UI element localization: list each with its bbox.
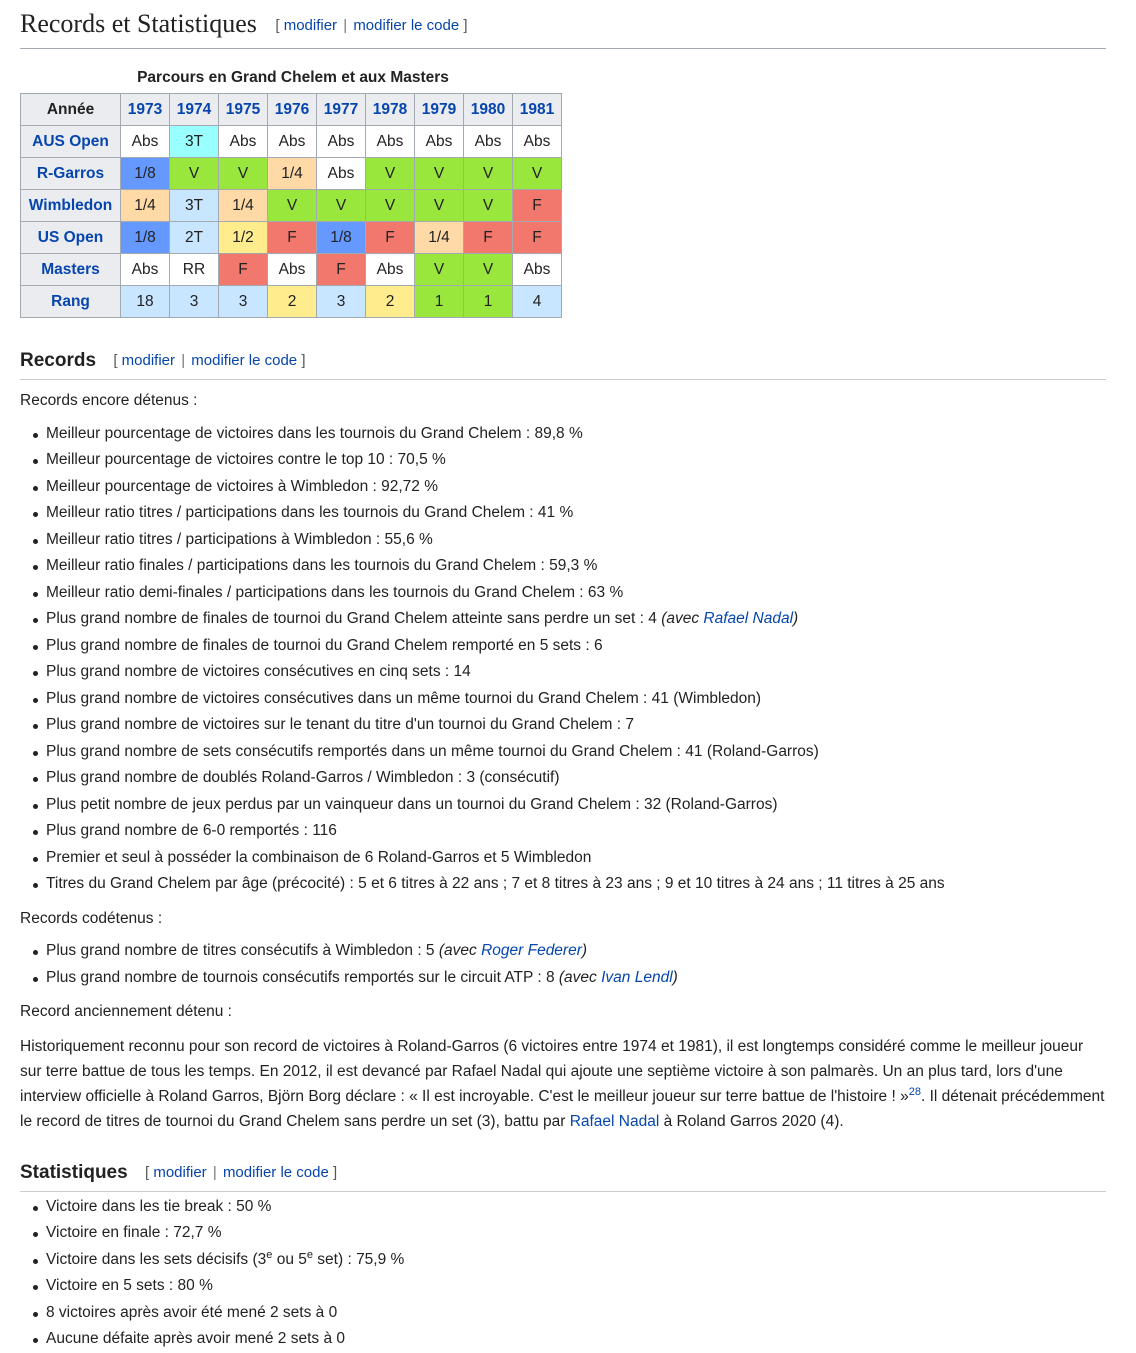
table-row — [21, 254, 562, 286]
result-cell: Abs — [268, 254, 317, 286]
result-cell: V — [268, 190, 317, 222]
year-link[interactable]: 1974 — [176, 100, 212, 118]
result-cell: 3T — [170, 126, 219, 158]
list-item: Meilleur pourcentage de victoires à Wimbledon : 92,72 % — [46, 474, 1106, 501]
edit-link[interactable]: modifier — [121, 352, 176, 370]
result-cell: 3 — [219, 286, 268, 318]
list-item: Meilleur ratio titres / participations dans les tournois du Grand Chelem : 41 % — [46, 500, 1106, 527]
table-row — [21, 286, 562, 318]
year-link[interactable]: 1973 — [127, 100, 163, 118]
year-link[interactable]: 1980 — [470, 100, 506, 118]
edit-links: [ modifier | modifier le code ] — [144, 1163, 338, 1181]
result-cell: F — [366, 222, 415, 254]
records-former-intro: Record anciennement détenu : — [20, 1003, 232, 1021]
section-heading-stats — [20, 1160, 1106, 1192]
edit-links: [ modifier | modifier le code ] — [113, 352, 306, 370]
list-item: Victoire dans les sets décisifs (3e ou 5e set) : 75,9 % — [46, 1247, 1106, 1274]
result-cell: V — [415, 254, 464, 286]
list-item: Meilleur ratio demi-finales / participations dans les tournois du Grand Chelem : 63 % — [46, 580, 1106, 607]
list-item: Plus grand nombre de tournois consécutifs remportés sur le circuit ATP : 8 (avec Ivan Lendl) — [46, 965, 1106, 992]
result-cell: 1/4 — [415, 222, 464, 254]
section-title: Records et Statistiques — [20, 9, 257, 38]
result-cell: 3 — [317, 286, 366, 318]
tournament-link[interactable]: Masters — [41, 260, 100, 278]
result-cell: 1 — [464, 286, 513, 318]
list-item: Plus grand nombre de victoires consécutives en cinq sets : 14 — [46, 659, 1106, 686]
year-header-1974 — [170, 94, 219, 126]
result-cell: Abs — [513, 254, 562, 286]
records-paragraph: Historiquement reconnu pour son record de victoires à Roland-Garros (6 victoires entre 1974 et 1981), il est longtemps considéré comme le meilleur joueur sur terre battue de tous les temps. En 2012, il est devancé par Rafael Nadal qui ajoute une septième victoire à son palmarès. Un an plus tard, lors d'une interview officielle à Roland Garros, Björn Borg déclare : « Il est incroyable. C'est le meilleur joueur sur terre battue de l'histoire ! »$^{28}$. Il détenait précédemment le record de titres de tournoi du Grand Chelem sans perdre un set (3), battu par Rafael Nadal à Roland Garros 2020 (4). — [20, 1037, 1105, 1130]
section-title: Records — [20, 350, 97, 372]
result-cell: 18 — [121, 286, 170, 318]
tournament-link[interactable]: US Open — [37, 228, 104, 246]
result-cell: Abs — [317, 126, 366, 158]
year-link[interactable]: 1979 — [421, 100, 457, 118]
header-year-label: Année — [21, 94, 121, 126]
result-cell: Abs — [219, 126, 268, 158]
edit-link[interactable]: modifier — [153, 1163, 207, 1181]
result-cell: 2 — [268, 286, 317, 318]
list-item: Meilleur ratio titres / participations à Wimbledon : 55,6 % — [46, 527, 1106, 554]
list-item: Plus petit nombre de jeux perdus par un vainqueur dans un tournoi du Grand Chelem : 32 (Roland-Garros) — [46, 792, 1106, 819]
result-cell: V — [464, 158, 513, 190]
year-link[interactable]: 1978 — [372, 100, 408, 118]
result-cell: Abs — [268, 126, 317, 158]
reference-link[interactable]: 28 — [908, 1085, 921, 1098]
result-cell: 4 — [513, 286, 562, 318]
year-header-1976 — [268, 94, 317, 126]
ivan-lendl-link[interactable]: Ivan Lendl — [601, 968, 673, 986]
grand-slam-table — [20, 93, 562, 318]
stats-list — [20, 1194, 1106, 1353]
result-cell: 1/4 — [121, 190, 170, 222]
result-cell: Abs — [513, 126, 562, 158]
year-header-1973 — [121, 94, 170, 126]
tournament-link[interactable]: Rang — [51, 292, 90, 310]
list-item: Victoire en 5 sets : 80 % — [46, 1273, 1106, 1300]
result-cell: Abs — [317, 158, 366, 190]
table-caption: Parcours en Grand Chelem et aux Masters — [137, 69, 449, 87]
result-cell: F — [464, 222, 513, 254]
result-cell: V — [366, 158, 415, 190]
result-cell: 1/4 — [268, 158, 317, 190]
result-cell: F — [513, 222, 562, 254]
list-item: Aucune défaite après avoir mené 2 sets à 0 — [46, 1326, 1106, 1353]
list-item: Plus grand nombre de doublés Roland-Garros / Wimbledon : 3 (consécutif) — [46, 765, 1106, 792]
result-cell: Abs — [464, 126, 513, 158]
result-cell: 3T — [170, 190, 219, 222]
list-item: Plus grand nombre de victoires sur le tenant du titre d'un tournoi du Grand Chelem : 7 — [46, 712, 1106, 739]
records-shared-intro: Records codétenus : — [20, 909, 163, 927]
result-cell: 1/2 — [219, 222, 268, 254]
result-cell: V — [366, 190, 415, 222]
year-header-1981 — [513, 94, 562, 126]
year-header-1979 — [415, 94, 464, 126]
edit-source-link[interactable]: modifier le code — [222, 1163, 329, 1181]
result-cell: V — [464, 190, 513, 222]
row-header — [21, 286, 121, 318]
result-cell: V — [219, 158, 268, 190]
row-header — [21, 254, 121, 286]
edit-link[interactable]: modifier — [283, 17, 338, 35]
year-header-1980 — [464, 94, 513, 126]
result-cell: Abs — [415, 126, 464, 158]
row-header — [21, 126, 121, 158]
result-cell: F — [317, 254, 366, 286]
result-cell: 1/8 — [121, 158, 170, 190]
table-header-row — [21, 94, 562, 126]
year-link[interactable]: 1977 — [323, 100, 359, 118]
year-header-1978 — [366, 94, 415, 126]
roger-federer-link[interactable]: Roger Federer — [481, 942, 582, 960]
list-item: Titres du Grand Chelem par âge (précocité) : 5 et 6 titres à 22 ans ; 7 et 8 titres à 23 ans ; 9 et 10 titres à 24 ans ; 11 titres à 25 ans — [46, 871, 1106, 898]
result-cell: V — [170, 158, 219, 190]
section-heading-records — [20, 348, 1106, 380]
row-header — [21, 158, 121, 190]
result-cell: Abs — [121, 126, 170, 158]
records-shared-list — [20, 938, 1106, 991]
rafael-nadal-link[interactable]: Rafael Nadal — [703, 610, 794, 628]
result-cell: V — [464, 254, 513, 286]
edit-links: [ modifier | modifier le code ] — [275, 17, 468, 35]
row-header — [21, 190, 121, 222]
table-row — [21, 158, 562, 190]
rafael-nadal-link[interactable]: Rafael Nadal — [569, 1112, 660, 1130]
result-cell: V — [513, 158, 562, 190]
section-heading-records-stats — [20, 8, 1106, 49]
year-header-1975 — [219, 94, 268, 126]
table-row — [21, 126, 562, 158]
article-content — [20, 0, 1106, 1353]
list-item: Plus grand nombre de finales de tournoi du Grand Chelem remporté en 5 sets : 6 — [46, 633, 1106, 660]
tournament-link[interactable]: Wimbledon — [28, 196, 113, 214]
list-item: Plus grand nombre de sets consécutifs remportés dans un même tournoi du Grand Chelem : 41 (Roland-Garros) — [46, 739, 1106, 766]
year-link[interactable]: 1976 — [274, 100, 310, 118]
row-header — [21, 222, 121, 254]
result-cell: F — [268, 222, 317, 254]
result-cell: V — [415, 190, 464, 222]
result-cell: RR — [170, 254, 219, 286]
result-cell: 3 — [170, 286, 219, 318]
section-title: Statistiques — [20, 1161, 128, 1183]
list-item: Meilleur pourcentage de victoires contre le top 10 : 70,5 % — [46, 447, 1106, 474]
result-cell: V — [317, 190, 366, 222]
table-row — [21, 190, 562, 222]
result-cell: 2T — [170, 222, 219, 254]
table-body — [21, 126, 562, 318]
result-cell: 1/8 — [121, 222, 170, 254]
result-cell: 2 — [366, 286, 415, 318]
list-item: 8 victoires après avoir été mené 2 sets à 0 — [46, 1300, 1106, 1327]
list-item: Plus grand nombre de finales de tournoi du Grand Chelem atteinte sans perdre un set : 4 (avec Rafael Nadal) — [46, 606, 1106, 633]
edit-source-link[interactable]: modifier le code — [353, 17, 460, 35]
records-held-list — [20, 421, 1106, 898]
result-cell: F — [513, 190, 562, 222]
edit-source-link[interactable]: modifier le code — [191, 352, 298, 370]
result-cell: V — [415, 158, 464, 190]
result-cell: Abs — [366, 254, 415, 286]
tournament-link[interactable]: AUS Open — [32, 132, 109, 150]
result-cell: Abs — [121, 254, 170, 286]
result-cell: F — [219, 254, 268, 286]
result-cell: 1/4 — [219, 190, 268, 222]
result-cell: 1 — [415, 286, 464, 318]
list-item: Victoire en finale : 72,7 % — [46, 1220, 1106, 1247]
list-item: Premier et seul à posséder la combinaison de 6 Roland-Garros et 5 Wimbledon — [46, 845, 1106, 872]
result-cell: 1/8 — [317, 222, 366, 254]
list-item: Meilleur pourcentage de victoires dans les tournois du Grand Chelem : 89,8 % — [46, 421, 1106, 448]
list-item: Victoire dans les tie break : 50 % — [46, 1194, 1106, 1221]
list-item: Plus grand nombre de titres consécutifs à Wimbledon : 5 (avec Roger Federer) — [46, 938, 1106, 965]
list-item: Plus grand nombre de 6-0 remportés : 116 — [46, 818, 1106, 845]
year-link[interactable]: 1975 — [225, 100, 261, 118]
table-row — [21, 222, 562, 254]
year-header-1977 — [317, 94, 366, 126]
list-item: Meilleur ratio finales / participations dans les tournois du Grand Chelem : 59,3 % — [46, 553, 1106, 580]
result-cell: Abs — [366, 126, 415, 158]
tournament-link[interactable]: R-Garros — [36, 164, 105, 182]
list-item: Plus grand nombre de victoires consécutives dans un même tournoi du Grand Chelem : 41 (Wimbledon) — [46, 686, 1106, 713]
records-held-intro: Records encore détenus : — [20, 392, 198, 410]
year-link[interactable]: 1981 — [519, 100, 555, 118]
